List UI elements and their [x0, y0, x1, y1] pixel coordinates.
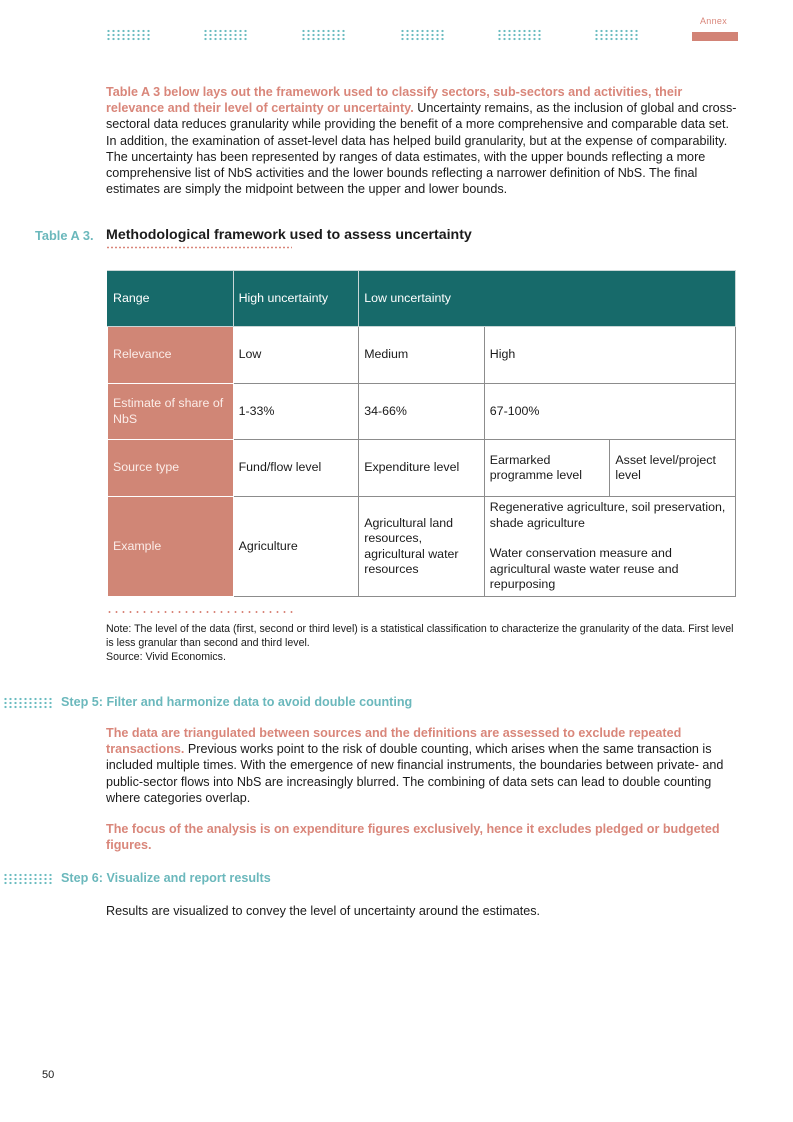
row-header-relevance: Relevance: [108, 327, 234, 384]
step5-paragraph-2: [106, 821, 738, 853]
note-text: Note: The level of the data (first, second or third level) is a statistical classification to characterize the granularity of the data. First level is less granular than second and third level.: [106, 623, 734, 649]
table-title: Methodological framework used to assess uncertainty: [106, 227, 472, 243]
step6-heading: Step 6: Visualize and report results: [61, 871, 271, 885]
example-text: Regenerative agriculture, soil preservation, shade agriculture: [489, 500, 726, 530]
header-low-uncertainty: Low uncertainty: [359, 271, 736, 327]
row-header-example: Example: [108, 497, 234, 597]
header-high-uncertainty: High uncertainty: [233, 271, 359, 327]
page-number: 50: [42, 1069, 55, 1081]
intro-highlight: Table A 3 below lays out the framework used to classify sectors, sub-sectors and activities, their relevance and their level of certainty or uncertainty.: [106, 85, 683, 116]
step5-highlight: The data are triangulated between sources and the definitions are assessed to exclude repeated transactions.: [106, 726, 682, 757]
table-row: [108, 440, 736, 497]
step-dots: [3, 873, 54, 885]
table-cell: High: [484, 327, 735, 384]
step5-paragraph-1: [106, 725, 738, 806]
header-dots: [203, 29, 249, 41]
table-cell: Expenditure level: [359, 440, 485, 497]
table-cell: Earmarked programme level: [484, 440, 610, 497]
step5-heading-row: [0, 695, 700, 711]
intro-paragraph: [106, 84, 738, 197]
row-header-source-type: Source type: [108, 440, 234, 497]
note-source: Source: Vivid Economics.: [106, 650, 226, 663]
framework-table: [107, 270, 736, 597]
table-cell: Medium: [359, 327, 485, 384]
section-label: Annex: [700, 16, 728, 26]
table-row: [108, 384, 736, 440]
note-divider-dots: [106, 610, 296, 614]
header-dots: [497, 29, 543, 41]
table-cell: [484, 497, 735, 597]
section-marker-bar: [692, 32, 738, 41]
row-header-estimate: Estimate of share of NbS: [108, 384, 234, 440]
table-cell: Agriculture: [233, 497, 359, 597]
table-cell: Fund/flow level: [233, 440, 359, 497]
step6-paragraph: Results are visualized to convey the level of uncertainty around the estimates.: [106, 904, 541, 918]
header-dots: [301, 29, 347, 41]
step5-heading: Step 5: Filter and harmonize data to avoid double counting: [61, 695, 413, 709]
table-cell: 34-66%: [359, 384, 485, 440]
step5-highlight-2: The focus of the analysis is on expenditure figures exclusively, hence it excludes pledged or budgeted figures.: [106, 822, 720, 853]
header-dots: [594, 29, 640, 41]
header-dots: [106, 29, 152, 41]
table-number: Table A 3.: [35, 228, 94, 243]
example-text: Water conservation measure and agricultural waste water reuse and repurposing: [489, 546, 679, 592]
table-row: [108, 497, 736, 597]
table-cell: 1-33%: [233, 384, 359, 440]
table-cell: 67-100%: [484, 384, 735, 440]
table-cell: Asset level/project level: [610, 440, 736, 497]
table-cell: Low: [233, 327, 359, 384]
header-dot-pattern: [106, 29, 646, 43]
step5-body: Previous works point to the risk of double counting, which arises when the same transaction is included multiple times. With the emergence of new financial instruments, the boundaries between private- and public-sector flows into NbS are increasingly blurred. The combining of data sets can lead to double counting where categories overlap.: [106, 742, 724, 805]
step6-heading-row: [0, 871, 700, 887]
step-dots: [3, 697, 54, 709]
table-cell: Agricultural land resources, agricultural water resources: [359, 497, 485, 597]
intro-body: Uncertainty remains, as the inclusion of global and cross-sectoral data reduces granularity while providing the benefit of a more comprehensive and comparable data set. In addition, the examination of asset-level data has helped build granularity, but at the expense of comparability. The uncertainty has been represented by ranges of data estimates, with the upper bounds reflecting a more comprehensive list of NbS activities and the lower bounds reflecting a narrower definition of NbS. The final estimates are simply the midpoint between the upper and lower bounds.: [106, 101, 737, 197]
header-dots: [400, 29, 446, 41]
title-underline-dots: [106, 246, 292, 249]
table-row: [108, 327, 736, 384]
header-range: Range: [108, 271, 234, 327]
table-note: [106, 623, 738, 664]
table-header-row: [108, 271, 736, 327]
